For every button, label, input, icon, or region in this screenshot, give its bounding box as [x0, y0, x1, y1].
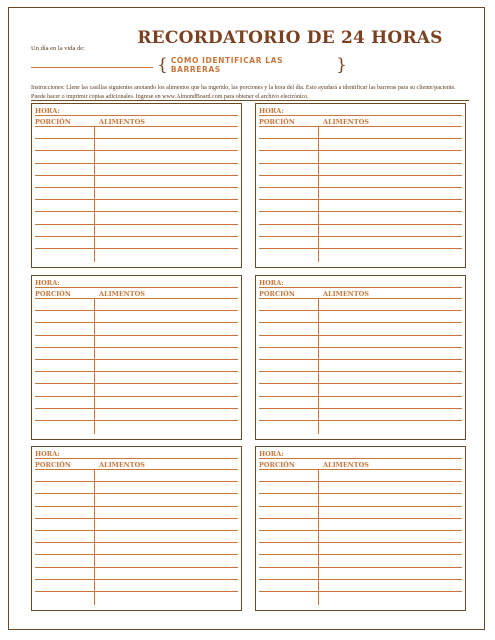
log-box	[31, 275, 242, 440]
log-box	[255, 275, 466, 440]
entry-row-line[interactable]	[35, 199, 238, 200]
entry-row-line[interactable]	[259, 408, 462, 409]
subtitle-banner	[157, 55, 347, 75]
entry-row-line[interactable]	[35, 591, 238, 592]
entry-row-line[interactable]	[35, 310, 238, 311]
hour-field[interactable]	[259, 287, 462, 288]
food-header: ALIMENTOS	[323, 290, 369, 298]
entry-row-line[interactable]	[259, 236, 462, 237]
brace-open: {	[157, 54, 168, 75]
entry-row-line[interactable]	[259, 175, 462, 176]
entry-row-line[interactable]	[35, 150, 238, 151]
entry-row-line[interactable]	[259, 199, 462, 200]
entry-row-line[interactable]	[35, 579, 238, 580]
entry-row-line[interactable]	[259, 530, 462, 531]
entry-row-line[interactable]	[259, 518, 462, 519]
subject-label: Un día en la vida de:	[31, 45, 85, 52]
hour-field[interactable]	[259, 458, 462, 459]
entry-row-line[interactable]	[35, 359, 238, 360]
entry-row-line[interactable]	[259, 554, 462, 555]
entry-row-line[interactable]	[259, 126, 462, 127]
entry-row-line[interactable]	[35, 469, 238, 470]
entry-row-line[interactable]	[35, 383, 238, 384]
entry-row-line[interactable]	[35, 506, 238, 507]
hour-label: HORA:	[259, 279, 284, 287]
entry-row-line[interactable]	[35, 347, 238, 348]
entry-row-line[interactable]	[35, 298, 238, 299]
hour-label: HORA:	[35, 107, 60, 115]
column-divider	[318, 469, 319, 605]
column-divider	[94, 469, 95, 605]
entry-row-line[interactable]	[259, 224, 462, 225]
portion-header: PORCIÓN	[259, 461, 295, 469]
portion-header: PORCIÓN	[35, 118, 71, 126]
hour-field[interactable]	[35, 115, 238, 116]
entry-row-line[interactable]	[259, 383, 462, 384]
brace-close: }	[336, 54, 347, 75]
entry-row-line[interactable]	[259, 335, 462, 336]
entry-row-line[interactable]	[35, 335, 238, 336]
log-box	[255, 446, 466, 611]
entry-row-line[interactable]	[259, 347, 462, 348]
entry-row-line[interactable]	[35, 518, 238, 519]
hour-label: HORA:	[35, 279, 60, 287]
entry-row-line[interactable]	[259, 163, 462, 164]
entry-row-line[interactable]	[259, 298, 462, 299]
entry-row-line[interactable]	[259, 493, 462, 494]
page-title: RECORDATORIO DE 24 HORAS	[137, 28, 443, 48]
food-header: ALIMENTOS	[323, 461, 369, 469]
food-header: ALIMENTOS	[99, 290, 145, 298]
entry-row-line[interactable]	[259, 542, 462, 543]
entry-row-line[interactable]	[35, 554, 238, 555]
entry-row-line[interactable]	[35, 322, 238, 323]
entry-row-line[interactable]	[35, 211, 238, 212]
entry-row-line[interactable]	[259, 591, 462, 592]
log-box	[31, 446, 242, 611]
entry-row-line[interactable]	[259, 579, 462, 580]
entry-row-line[interactable]	[259, 567, 462, 568]
column-divider	[318, 298, 319, 434]
subject-name-field[interactable]	[31, 67, 153, 68]
entry-row-line[interactable]	[35, 138, 238, 139]
entry-row-line[interactable]	[35, 175, 238, 176]
hour-label: HORA:	[259, 107, 284, 115]
entry-row-line[interactable]	[35, 530, 238, 531]
entry-row-line[interactable]	[35, 248, 238, 249]
entry-row-line[interactable]	[259, 211, 462, 212]
food-header: ALIMENTOS	[99, 118, 145, 126]
entry-row-line[interactable]	[35, 481, 238, 482]
entry-row-line[interactable]	[259, 371, 462, 372]
entry-row-line[interactable]	[35, 408, 238, 409]
portion-header: PORCIÓN	[35, 290, 71, 298]
column-divider	[94, 126, 95, 262]
portion-header: PORCIÓN	[259, 290, 295, 298]
hour-field[interactable]	[259, 115, 462, 116]
instructions-text: Instrucciones: Llene las casillas siguientes anotando los alimentos que ha ingerido, las porciones y la hora del día. Esto ayudará a identificar las barreras para su cliente/paciente. Puede hacer o imprimir copias adicionales. Ingrese en www.AlmondBoard.com para obtener el archivo electrónico.	[31, 85, 456, 100]
entry-row-line[interactable]	[35, 396, 238, 397]
header-divider	[31, 100, 469, 101]
entry-row-line[interactable]	[35, 163, 238, 164]
entry-row-line[interactable]	[259, 138, 462, 139]
entry-row-line[interactable]	[259, 322, 462, 323]
entry-row-line[interactable]	[35, 236, 238, 237]
entry-row-line[interactable]	[35, 542, 238, 543]
hour-label: HORA:	[35, 450, 60, 458]
entry-row-line[interactable]	[259, 506, 462, 507]
entry-row-line[interactable]	[35, 567, 238, 568]
column-divider	[94, 298, 95, 434]
hour-field[interactable]	[35, 458, 238, 459]
entry-row-line[interactable]	[35, 126, 238, 127]
entry-row-line[interactable]	[259, 481, 462, 482]
log-box	[31, 103, 242, 268]
entry-row-line[interactable]	[35, 224, 238, 225]
entry-row-line[interactable]	[35, 371, 238, 372]
hour-label: HORA:	[259, 450, 284, 458]
portion-header: PORCIÓN	[259, 118, 295, 126]
column-divider	[318, 126, 319, 262]
hour-field[interactable]	[35, 287, 238, 288]
food-header: ALIMENTOS	[323, 118, 369, 126]
entry-row-line[interactable]	[35, 493, 238, 494]
log-box	[255, 103, 466, 268]
entry-row-line[interactable]	[259, 359, 462, 360]
portion-header: PORCIÓN	[35, 461, 71, 469]
page-subtitle: CÓMO IDENTIFICAR LAS BARRERAS	[170, 56, 284, 74]
entry-row-line[interactable]	[259, 248, 462, 249]
entry-row-line[interactable]	[35, 420, 238, 421]
entry-row-line[interactable]	[259, 150, 462, 151]
entry-row-line[interactable]	[259, 310, 462, 311]
entry-row-line[interactable]	[259, 396, 462, 397]
food-header: ALIMENTOS	[99, 461, 145, 469]
entry-row-line[interactable]	[259, 469, 462, 470]
entry-row-line[interactable]	[259, 187, 462, 188]
entry-row-line[interactable]	[259, 420, 462, 421]
entry-row-line[interactable]	[35, 187, 238, 188]
